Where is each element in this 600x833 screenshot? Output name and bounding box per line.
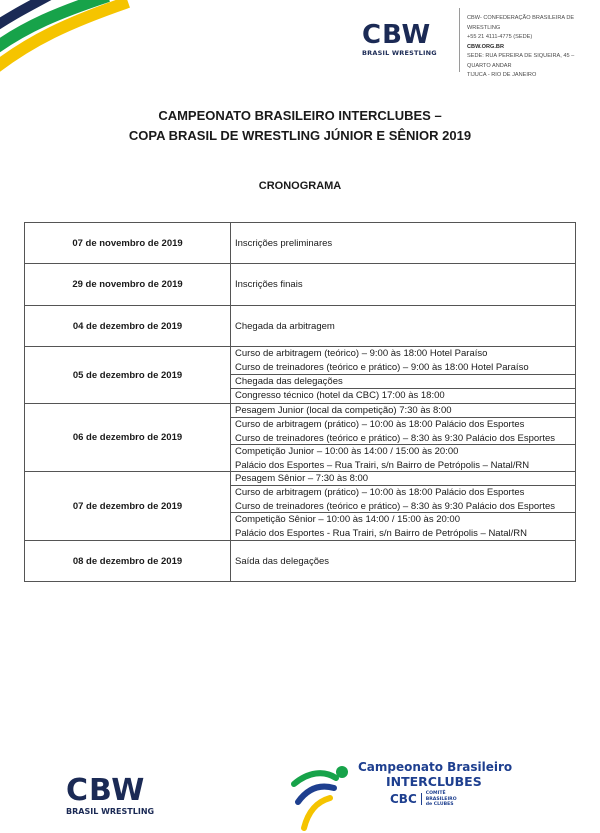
activity-group [231,418,575,445]
document-title-line-1: CAMPEONATO BRASILEIRO INTERCLUBES – [158,108,442,123]
footer-cbw-logo-text: CBW [66,773,146,808]
schedule-activities [231,472,575,540]
cbc-subtext-3: de CLUBES [425,802,454,807]
cbw-logo-subtext: BRASIL WRESTLING [362,49,437,57]
phone-number: +55 21 4111-4775 (SEDE) [467,34,533,40]
schedule-row [25,472,575,541]
schedule-date: 08 de dezembro de 2019 [25,541,231,581]
schedule-table [24,222,576,582]
footer-cbw-logo-subtext: BRASIL WRESTLING [66,807,155,816]
activity-line: Competição Junior – 10:00 às 14:00 / 15:00 às 20:00 [235,446,459,457]
schedule-row [25,404,575,472]
brand-swoosh-graphic [0,0,140,90]
schedule-date: 06 de dezembro de 2019 [25,404,231,471]
activity-group [231,375,575,389]
org-name: CBW- CONFEDERAÇÃO BRASILEIRA DE WRESTLING [467,15,575,31]
schedule-date: 05 de dezembro de 2019 [25,347,231,403]
schedule-activities [231,404,575,471]
schedule-activities [231,264,575,305]
activity-line: Curso de treinadores (teórico e prático) – 8:30 às 9:30 Palácio dos Esportes [235,433,556,444]
activity-line: Palácio dos Esportes – Rua Trairi, s/n Bairro de Petrópolis – Natal/RN [235,460,530,471]
activity-line: Curso de treinadores (teórico e prático) – 9:00 às 18:00 Hotel Paraíso [235,362,529,373]
cbc-logo-separator [421,793,422,805]
activity-group [231,513,575,541]
wrestler-emblem-icon [290,762,354,832]
header-contact-info [467,14,597,81]
activity-line: Congresso técnico (hotel da CBC) 17:00 às 18:00 [235,390,445,401]
schedule-row [25,223,575,264]
activity-line: Curso de treinadores (teórico e prático) – 8:30 às 9:30 Palácio dos Esportes [235,501,556,512]
activity-group [231,486,575,513]
cbw-logo [362,22,442,57]
schedule-date: 29 de novembro de 2019 [25,264,231,305]
website-link[interactable]: CBW.ORG.BR [467,43,504,50]
schedule-activities [231,223,575,263]
activity-group [231,404,575,418]
activity-line: Chegada da arbitragem [235,320,335,332]
schedule-activities [231,306,575,346]
schedule-date: 07 de dezembro de 2019 [25,472,231,540]
schedule-row [25,347,575,404]
activity-group [231,472,575,486]
cbc-logo-subtext [426,791,457,808]
schedule-date: 04 de dezembro de 2019 [25,306,231,346]
document-title-line-2: COPA BRASIL DE WRESTLING JÚNIOR E SÊNIOR 2019 [128,128,472,143]
schedule-row [25,306,575,347]
address-line-1: SEDE: RUA PEREIRA DE SIQUEIRA, 45 – QUARTO ANDAR [467,53,575,69]
activity-line: Pesagem Sênior – 7:30 às 8:00 [235,473,369,484]
activity-line: Inscrições finais [235,279,303,290]
schedule-activities [231,347,575,403]
event-name-line-1: Campeonato Brasileiro [358,760,513,774]
activity-line: Palácio dos Esportes - Rua Trairi, s/n Bairro de Petrópolis – Natal/RN [235,528,527,539]
schedule-row [25,264,575,306]
activity-line: Curso de arbitragem (prático) – 10:00 às 18:00 Palácio dos Esportes [235,419,525,430]
header-divider [459,8,460,72]
activity-group [231,445,575,472]
activity-line: Saída das delegações [235,555,330,567]
activity-group [231,347,575,375]
schedule-date: 07 de novembro de 2019 [25,223,231,263]
cbc-subtext-1: COMITÊ [425,791,446,796]
event-name-line-2: INTERCLUBES [386,774,482,789]
cbc-logo-text: CBC [390,792,417,807]
activity-line: Competição Sênior – 10:00 às 14:00 / 15:00 às 20:00 [235,514,460,525]
cbc-logo [358,791,512,808]
schedule-activities [231,541,575,581]
footer-cbw-logo [66,773,166,816]
event-logo [358,760,512,808]
cbc-subtext-2: BRASILEIRO [425,796,457,802]
address-line-2: TIJUCA - RIO DE JANEIRO [467,72,537,78]
schedule-row [25,541,575,581]
activity-line: Pesagem Junior (local da competição) 7:30 às 8:00 [235,405,452,416]
cbw-logo-text: CBW [362,20,432,50]
activity-group [231,389,575,404]
section-heading: CRONOGRAMA [258,180,342,192]
activity-line: Curso de arbitragem (teórico) – 9:00 às 18:00 Hotel Paraíso [235,348,488,359]
activity-line: Chegada das delegações [235,376,343,387]
activity-line: Inscrições preliminares [235,237,333,249]
activity-line: Curso de arbitragem (prático) – 10:00 às 18:00 Palácio dos Esportes [235,487,525,498]
